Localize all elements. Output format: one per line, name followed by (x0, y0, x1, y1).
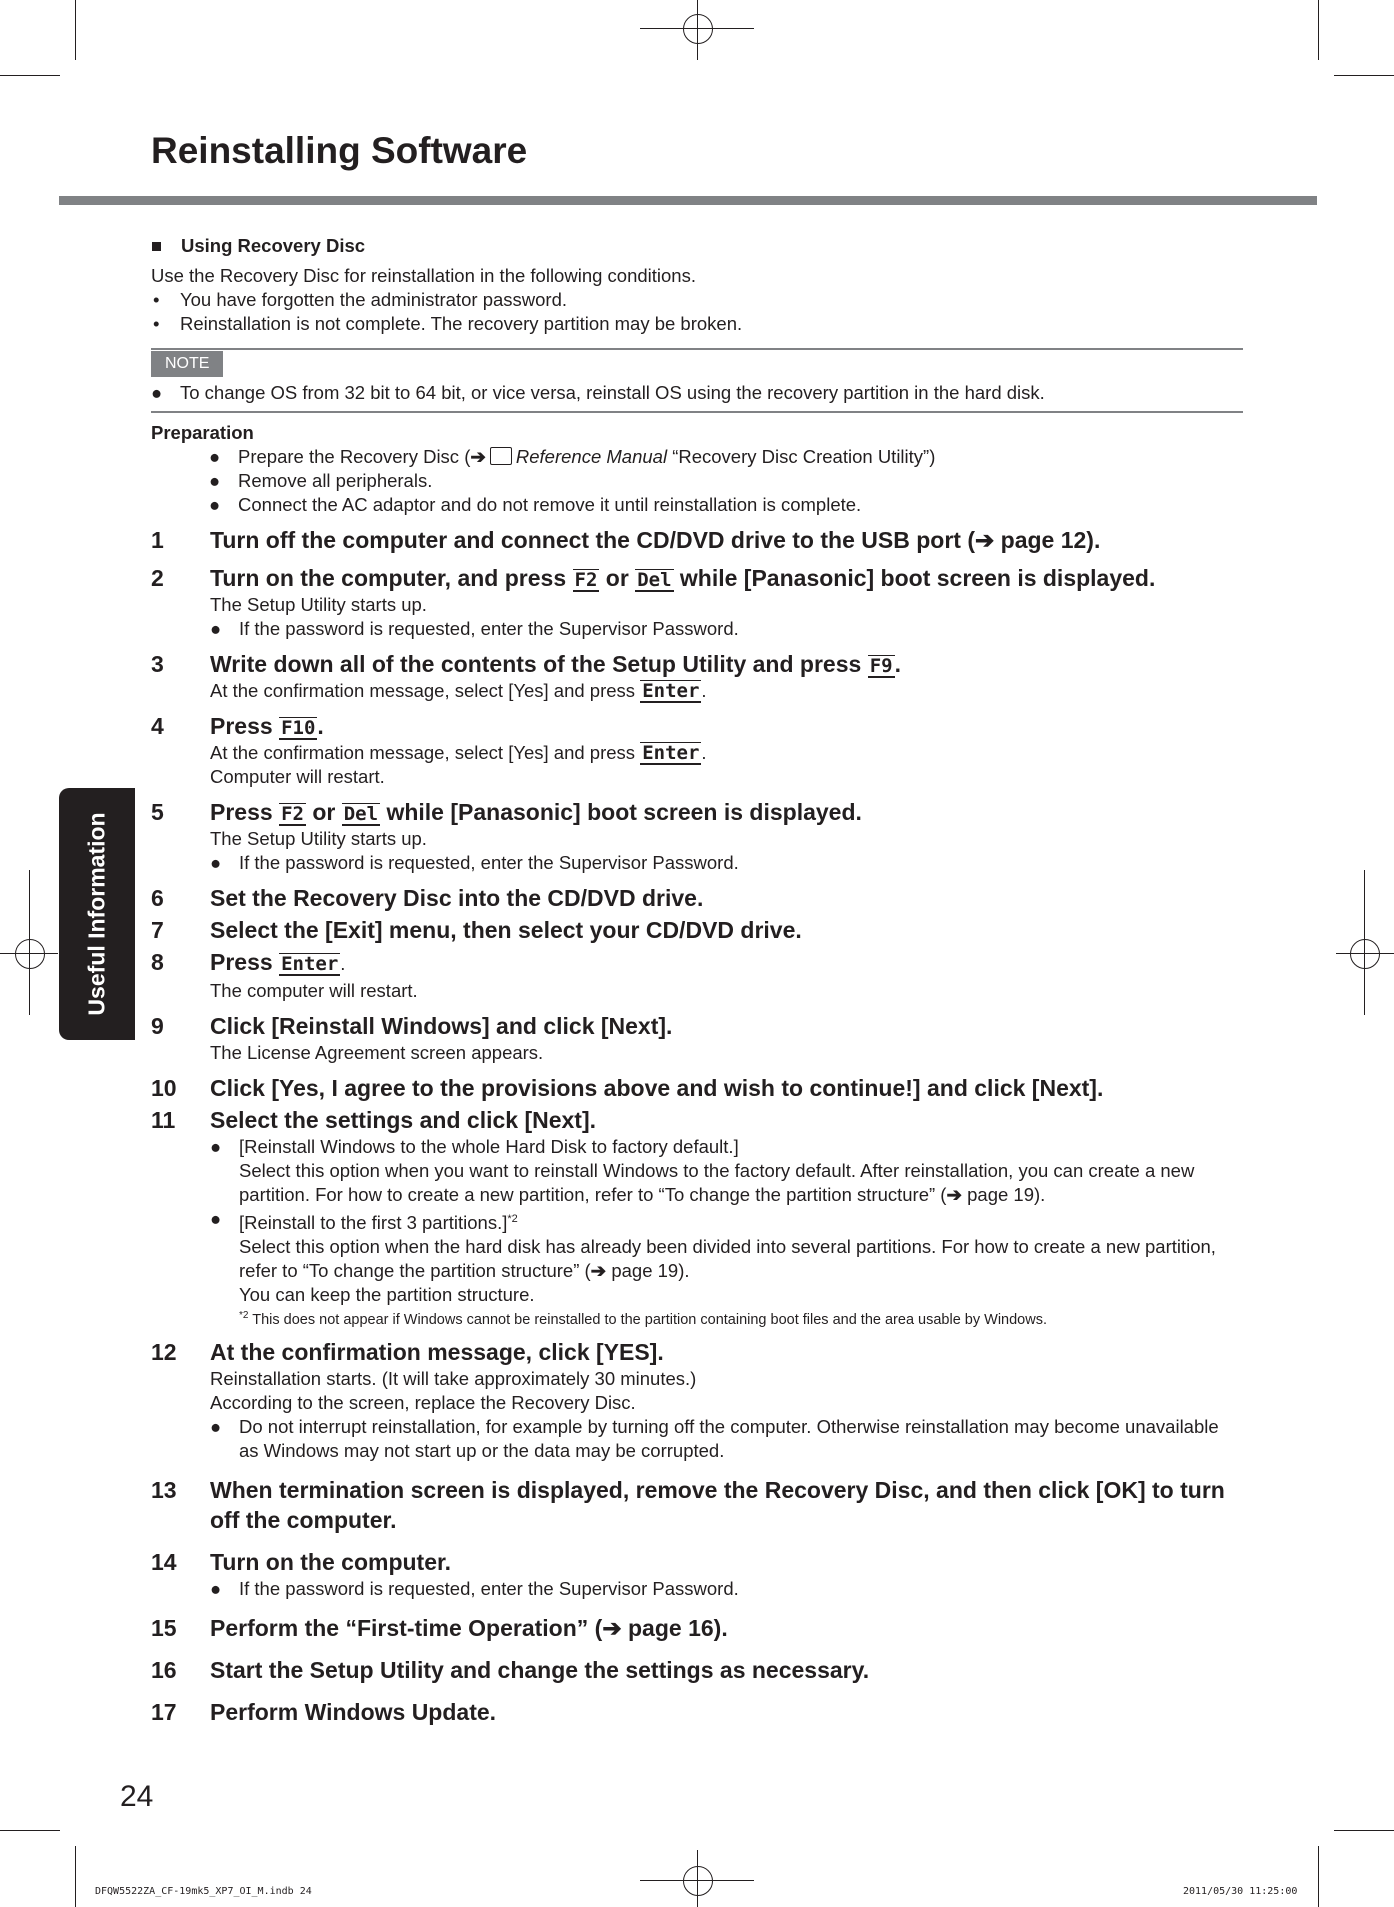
step: 10 Click [Yes, I agree to the provisions above and wish to continue!] and click [Next]. (151, 1075, 1104, 1101)
side-tab-label: Useful Information (83, 812, 110, 1016)
crop-mark (1334, 1830, 1394, 1831)
bullet-icon: • (153, 289, 160, 310)
key-f9: F9 (869, 655, 893, 677)
step: 15 Perform the “First-time Operation” (➔ page 16). (151, 1614, 728, 1641)
step: 6 Set the Recovery Disc into the CD/DVD drive. (151, 885, 704, 911)
page-number: 24 (120, 1780, 154, 1813)
step: 16 Start the Setup Utility and change the settings as necessary. (151, 1656, 870, 1683)
key-del: Del (343, 803, 379, 825)
dot-bullet-icon: ● (209, 446, 221, 467)
list-item: • You have forgotten the administrator password. (153, 289, 568, 310)
bullet-icon: • (153, 313, 160, 334)
key-enter: Enter (281, 953, 339, 975)
step: 2 Turn on the computer, and press F2 or Del while [Panasonic] boot screen is displayed. The Setup Utility starts up. ● If the password is requested, enter the Supervisor Password. (151, 565, 1156, 639)
registration-mark (683, 1866, 713, 1896)
square-bullet-icon (152, 242, 161, 251)
dot-bullet-icon: ● (210, 1136, 222, 1157)
key-del: Del (637, 569, 672, 591)
side-tab (59, 788, 135, 1040)
step: 3 Write down all of the contents of the Setup Utility and press F9. At the confirmation message, select [Yes] and press Enter . (151, 651, 901, 702)
dot-bullet-icon: ● (210, 1415, 222, 1437)
crop-mark (0, 1830, 60, 1831)
step: 17 Perform Windows Update. (151, 1698, 497, 1725)
registration-mark (1350, 939, 1380, 969)
arrow-right-icon: ➔ (602, 1614, 622, 1641)
title-rule (59, 196, 1317, 205)
main-content (151, 234, 1243, 1727)
step: 13 When termination screen is displayed, remove the Recovery Disc, and then click [OK] to turn off the computer. (151, 1476, 1225, 1533)
arrow-right-icon: ➔ (590, 1260, 607, 1282)
key-f2: F2 (281, 803, 304, 825)
footer-right: 2011/05/30 11:25:00 (1183, 1886, 1298, 1897)
registration-mark (15, 939, 45, 969)
arrow-right-icon: ➔ (946, 1184, 962, 1205)
arrow-right-icon: ➔ (974, 527, 995, 553)
key-enter: Enter (642, 680, 700, 702)
dot-bullet-icon: ● (210, 852, 222, 873)
dot-bullet-icon: ● (209, 494, 221, 515)
crop-mark (75, 1846, 76, 1907)
note-label: NOTE (151, 351, 223, 377)
list-item: ● Remove all peripherals. (209, 470, 433, 491)
preparation-list (151, 445, 1243, 517)
dot-bullet-icon: ● (151, 382, 163, 403)
option-item: ● [Reinstall Windows to the whole Hard Disk to factory default.] Select this option when you want to reinstall Windows to the factory default. After reinstallation, you can create a new partition. For how to create a new partition, refer to “To change the partition structure” (➔ page 19). (210, 1136, 1195, 1205)
crop-mark (1318, 0, 1319, 60)
page-title: Reinstalling Software (151, 130, 528, 171)
key-f10: F10 (281, 717, 316, 739)
footer-left: DFQW5522ZA_CF-19mk5_XP7_OI_M.indb 24 (95, 1886, 312, 1897)
list-item: ● Connect the AC adaptor and do not remove it until reinstallation is complete. (209, 494, 862, 515)
section-intro: Use the Recovery Disc for reinstallation in the following conditions. (151, 265, 696, 286)
step: 1 Turn off the computer and connect the CD/DVD drive to the USB port (➔ page 12). (151, 527, 1101, 553)
preparation-title: Preparation (151, 422, 254, 443)
step: 4 Press F10. At the confirmation message, select [Yes] and press Enter . Computer will restart. (151, 713, 707, 787)
key-f2: F2 (574, 569, 598, 591)
dot-bullet-icon: ● (210, 1208, 222, 1229)
step: 8 Press Enter . The computer will restart. (151, 949, 418, 1001)
list-item: ● Prepare the Recovery Disc (➔ Reference Manual “Recovery Disc Creation Utility”) (209, 446, 936, 467)
footnote: $^{*2}$ This does not appear if Windows cannot be reinstalled to the partition containing boot files and the area usable by Windows. (239, 1310, 1047, 1328)
crop-mark (0, 75, 60, 76)
dot-bullet-icon: ● (209, 470, 221, 491)
list-item: • Reinstallation is not complete. The recovery partition may be broken. (153, 313, 743, 334)
registration-mark (683, 14, 713, 44)
crop-mark (75, 0, 76, 60)
dot-bullet-icon: ● (210, 1577, 222, 1599)
manual-icon (490, 447, 512, 465)
crop-mark (1318, 1846, 1319, 1907)
crop-mark (1334, 75, 1394, 76)
arrow-right-icon: ➔ (470, 446, 486, 467)
step: 5 Press F2 or Del while [Panasonic] boot screen is displayed. The Setup Utility starts up. ● If the password is requested, enter the Supervisor Password. (151, 799, 862, 873)
section-heading: Using Recovery Disc (151, 234, 1243, 258)
dot-bullet-icon: ● (210, 618, 222, 639)
key-enter: Enter (642, 742, 700, 764)
note-item: ● To change OS from 32 bit to 64 bit, or vice versa, reinstall OS using the recovery partition in the hard disk. (151, 382, 1045, 403)
step: 11 Select the settings and click [Next]. ● [Reinstall Windows to the whole Hard Disk to factory default.] Select this option when you want to reinstall Windows to the factory default. After reinstallation, you can create a new partition. For how to create a new partition, refer to “To change the partition structure” (➔ page 19). ● [Reinstall to the first 3 partitions.]$^{*2}$ Select this option when the hard disk has already been divided into several partitions. For how to create a new partition, refer to “To change the partition structure” (➔ page 19). You can keep the partition structure. $^{*2}$ This does not appear if Windows cannot be reinstalled to the partition containing boot files and the area usable by Windows. (151, 1105, 1243, 1329)
step: 12 At the confirmation message, click [YES]. Reinstallation starts. (It will take approximately 30 minutes.) According to the screen, replace the Recovery Disc. ● Do not interrupt reinstallation, for example by turning off the computer. Otherwise reinstallation may become unavailable as Windows may not start up or the data may be corrupted. (151, 1338, 1219, 1461)
step: 9 Click [Reinstall Windows] and click [Next]. The License Agreement screen appears. (151, 1013, 673, 1063)
note-box (151, 348, 1243, 413)
step: 14 Turn on the computer. ● If the password is requested, enter the Supervisor Password. (151, 1548, 739, 1599)
step: 7 Select the [Exit] menu, then select your CD/DVD drive. (151, 917, 802, 943)
steps-list (151, 525, 1243, 1727)
option-item: ● [Reinstall to the first 3 partitions.]$^{*2}$ Select this option when the hard disk has already been divided into several partitions. For how to create a new partition, refer to “To change the partition structure” (➔ page 19). You can keep the partition structure. $^{*2}$ This does not appear if Windows cannot be reinstalled to the partition containing boot files and the area usable by Windows. (210, 1207, 1243, 1329)
